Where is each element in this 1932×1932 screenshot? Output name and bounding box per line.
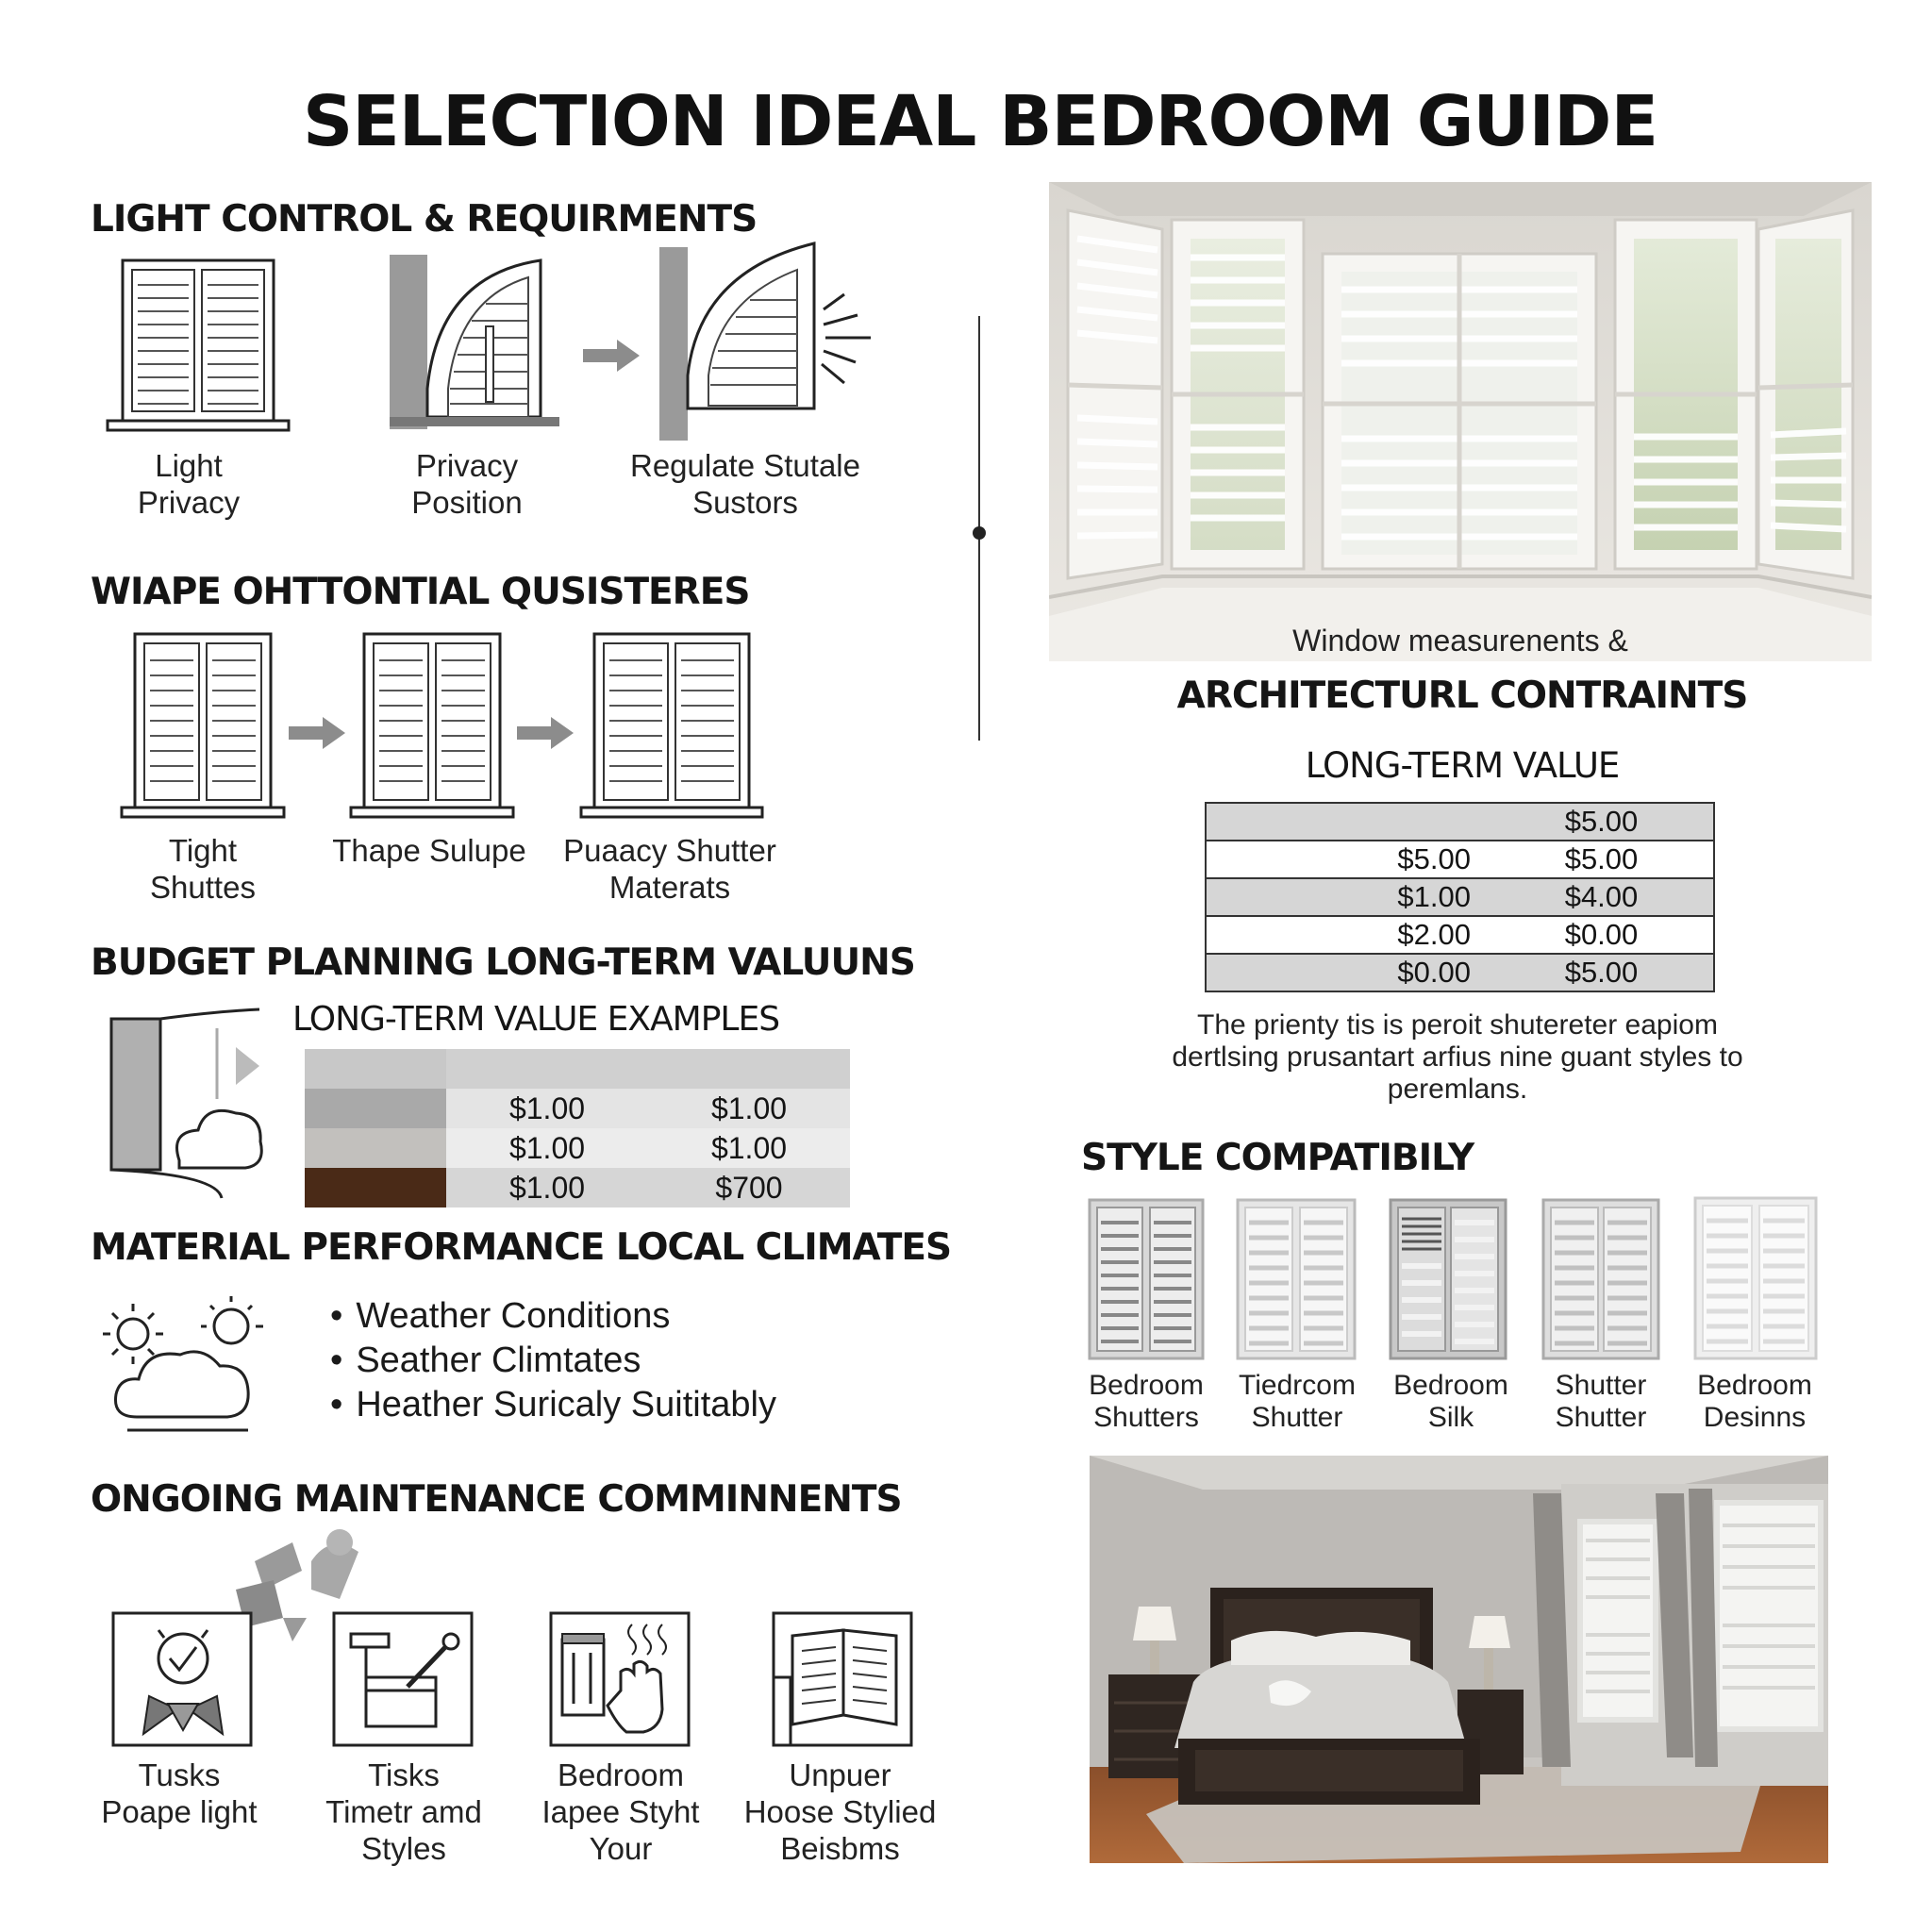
table-row: $1.00 $700: [305, 1168, 850, 1208]
shape-item-1: Tight Shuttes: [150, 833, 256, 905]
arrow-right-icon: [583, 340, 641, 372]
shape-heading: WIAPE OHTTONTIAL QUSISTERES: [91, 571, 750, 613]
weather-icon: [99, 1292, 278, 1434]
table-row: $5.00: [1206, 803, 1714, 841]
bedroom-photo: [1090, 1456, 1828, 1863]
long-term-value-heading: LONG-TERM VALUE: [1305, 745, 1620, 786]
bay-window-illustration: [1049, 182, 1872, 661]
table-row: $5.00 $5.00: [1206, 841, 1714, 878]
style-item-3: Bedroom Silk: [1393, 1370, 1508, 1433]
budget-heading: BUDGET PLANNING LONG-TERM VALUUNS: [91, 941, 915, 984]
architecture-heading: ARCHITECTURL CONTRAINTS: [1176, 675, 1748, 717]
list-item: • Weather Conditions: [330, 1294, 776, 1339]
light-item-2: Privacy Position: [411, 448, 523, 520]
light-item-3: Regulate Stutale Sustors: [629, 448, 860, 520]
list-item: • Seather Climtates: [330, 1339, 776, 1383]
style-item-2: Tiedrcom Shutter: [1239, 1370, 1356, 1433]
window-cloud-icon: [104, 1009, 278, 1208]
cleaning-icon: [549, 1611, 692, 1749]
style-shutter-2-icon: [1236, 1198, 1357, 1360]
maintenance-item-2: Tisks Timetr amd Styles: [325, 1757, 482, 1866]
shape-item-3: Puaacy Shutter Materats: [563, 833, 776, 905]
style-compatibility-heading: STYLE COMPATIBILY: [1081, 1137, 1474, 1179]
style-shutter-3-icon: [1389, 1198, 1507, 1360]
page-title: SELECTION IDEAL BEDROOM GUIDE: [302, 81, 1658, 162]
arrow-right-icon: [289, 717, 347, 749]
paint-icon: [332, 1611, 475, 1749]
long-term-value-table: [1205, 802, 1715, 992]
shutter-icon-tight: [118, 630, 288, 828]
shutter-icon-shape: [347, 630, 517, 828]
bedroom-illustration: [1090, 1456, 1828, 1863]
weather-bullet-list: [330, 1294, 776, 1427]
light-control-heading: LIGHT CONTROL & REQUIRMENTS: [91, 198, 758, 241]
color-swatch: [305, 1089, 446, 1128]
style-shutter-5-icon: [1693, 1196, 1818, 1360]
value-note: The prienty tis is peroit shutereter eapiom dertlsing prusantart arfius nine guant styles to peremlans.: [1172, 1009, 1743, 1105]
budget-table: [305, 1049, 850, 1208]
maintenance-item-1: Tusks Poape light: [101, 1757, 258, 1829]
double-shutter-icon: [104, 257, 292, 445]
table-row: $1.00 $4.00: [1206, 878, 1714, 916]
maintenance-heading: ONGOING MAINTENANCE COMMINNENTS: [91, 1478, 902, 1521]
maintenance-item-4: Unpuer Hoose Stylied Beisbms: [743, 1757, 937, 1866]
style-shutter-1-icon: [1088, 1198, 1205, 1360]
shape-item-2: Thape Sulupe: [332, 833, 526, 868]
table-row: $0.00 $5.00: [1206, 954, 1714, 991]
shutter-icon-materials: [577, 630, 766, 828]
style-item-5: Bedroom Desinns: [1697, 1370, 1812, 1433]
bay-window-photo: [1049, 182, 1872, 661]
book-icon: [772, 1611, 915, 1749]
arrow-right-icon: [517, 717, 575, 749]
style-shutter-4-icon: [1541, 1198, 1660, 1360]
color-swatch: [305, 1168, 446, 1208]
divider-dot: [973, 526, 986, 540]
maintenance-item-3: Bedroom Iapee Styht Your: [541, 1757, 700, 1866]
arched-shutter-icon: [382, 247, 571, 445]
material-heading: MATERIAL PERFORMANCE LOCAL CLIMATES: [91, 1226, 952, 1269]
color-swatch: [305, 1049, 446, 1089]
budget-subheading: LONG-TERM VALUE EXAMPLES: [292, 1000, 780, 1039]
style-item-1: Bedroom Shutters: [1089, 1370, 1204, 1433]
style-item-4: Shutter Shutter: [1555, 1370, 1647, 1433]
table-row: $1.00 $1.00: [305, 1089, 850, 1128]
color-swatch: [305, 1128, 446, 1168]
table-row: $2.00 $0.00: [1206, 916, 1714, 954]
table-row: $1.00 $1.00: [305, 1128, 850, 1168]
list-item: • Heather Suricaly Suititably: [330, 1383, 776, 1427]
badge-check-icon: [111, 1611, 255, 1749]
sun-shutter-icon: [656, 243, 882, 446]
window-measurements-caption: Window measurenents &: [1292, 624, 1628, 658]
table-row: [305, 1049, 850, 1089]
light-item-1: Light Privacy: [137, 448, 241, 520]
